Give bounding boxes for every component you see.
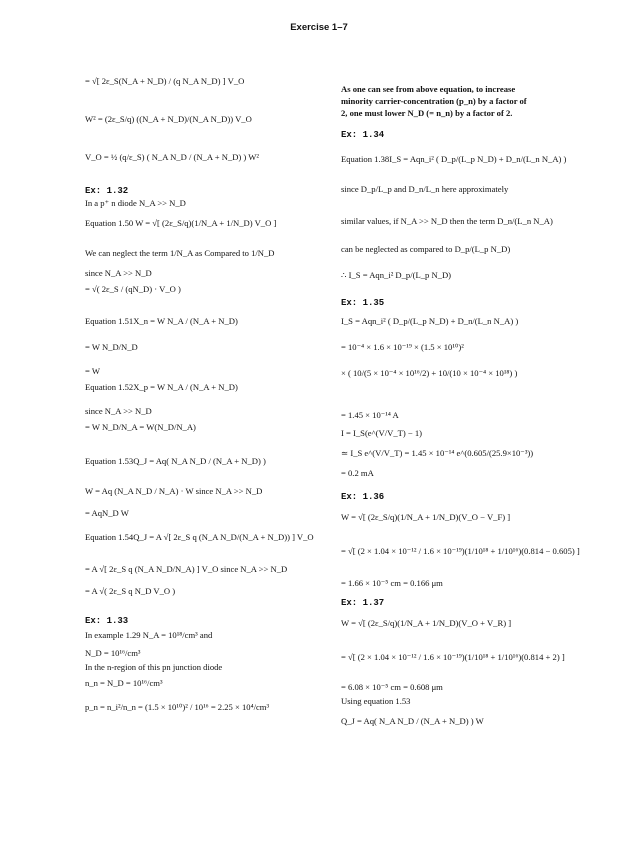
right-line: Equation 1.38I_S = Aqn_i² ( D_p/(L_p N_D) + D_n/(L_n N_A) ) [341,154,567,164]
left-line: N_D = 10¹⁶/cm³ [85,648,141,658]
right-line: = √[ (2 × 1.04 × 10⁻¹² / 1.6 × 10⁻¹⁹)(1/10¹⁸ + 1/10¹⁶)(0.814 + 2) ] [341,652,565,662]
right-line: minority carrier-concentration (p_n) by a factor of [341,96,527,106]
left-line: = W N_D/N_A = W(N_D/N_A) [85,422,196,432]
right-line: can be neglected as compared to D_p/(L_p N_D) [341,244,511,254]
right-line: × ( 10/(5 × 10⁻⁴ × 10¹⁶/2) + 10/(10 × 10⁻⁴ × 10¹⁸) ) [341,368,518,378]
left-line: n_n = N_D = 10¹⁶/cm³ [85,678,163,688]
right-line: ≃ I_S e^(V/V_T) = 1.45 × 10⁻¹⁴ e^(0.605/(25.9×10⁻³)) [341,448,534,458]
right-line: Ex: 1.34 [341,130,385,140]
left-line: since N_A >> N_D [85,406,152,416]
right-line: = 1.66 × 10⁻⁵ cm = 0.166 μm [341,578,443,588]
left-line: Equation 1.52X_p = W N_A / (N_A + N_D) [85,382,238,392]
left-line: W = Aq (N_A N_D / N_A) · W since N_A >> N_D [85,486,263,496]
right-line: Using equation 1.53 [341,696,411,706]
right-line: = 6.08 × 10⁻⁵ cm = 0.608 μm [341,682,443,692]
right-line: since D_p/L_p and D_n/L_n here approximately [341,184,509,194]
right-line: Ex: 1.37 [341,598,385,608]
left-line: p_n = n_i²/n_n = (1.5 × 10¹⁰)² / 10¹⁶ = 2.25 × 10⁴/cm³ [85,702,270,712]
left-line: = √[ 2ε_S(N_A + N_D) / (q N_A N_D) ] V_O [85,76,245,86]
right-line: ∴ I_S = Aqn_i² D_p/(L_p N_D) [341,270,452,280]
right-line: W = √[ (2ε_S/q)(1/N_A + 1/N_D)(V_O + V_R) ] [341,618,512,628]
right-line: = 0.2 mA [341,468,374,478]
left-line: Ex: 1.33 [85,616,129,626]
right-line: similar values, if N_A >> N_D then the term D_n/(L_n N_A) [341,216,553,226]
right-line: I = I_S(e^(V/V_T) − 1) [341,428,423,438]
left-line: = W [85,366,100,376]
left-line: = AqN_D W [85,508,129,518]
left-line: = √( 2ε_S / (qN_D) · V_O ) [85,284,181,294]
right-line: W = √[ (2ε_S/q)(1/N_A + 1/N_D)(V_O − V_F) ] [341,512,511,522]
left-line: In the n-region of this pn junction diode [85,662,223,672]
right-line: Ex: 1.36 [341,492,385,502]
left-line: Equation 1.53Q_J = Aq( N_A N_D / (N_A + N_D) ) [85,456,266,466]
right-line: = √[ (2 × 1.04 × 10⁻¹² / 1.6 × 10⁻¹⁹)(1/10¹⁸ + 1/10¹⁶)(0.814 − 0.605) ] [341,546,580,556]
left-line: Ex: 1.32 [85,186,129,196]
left-line: since N_A >> N_D [85,268,152,278]
left-line: = A √( 2ε_S q N_D V_O ) [85,586,176,596]
left-line: W² = (2ε_S/q) ((N_A + N_D)/(N_A N_D)) V_O [85,114,252,124]
left-line: We can neglect the term 1/N_A as Compared to 1/N_D [85,248,275,258]
right-line: Q_J = Aq( N_A N_D / (N_A + N_D) ) W [341,716,484,726]
left-line: In a p⁺ n diode N_A >> N_D [85,198,186,208]
left-line: Equation 1.54Q_J = A √[ 2ε_S q (N_A N_D/(N_A + N_D)) ] V_O [85,532,314,542]
left-line: In example 1.29 N_A = 10¹⁸/cm³ and [85,630,213,640]
right-line: = 1.45 × 10⁻¹⁴ A [341,410,399,420]
right-line: As one can see from above equation, to increase [341,84,516,94]
left-line: Equation 1.50 W = √[ (2ε_S/q)(1/N_A + 1/N_D) V_O ] [85,218,277,228]
right-line: I_S = Aqn_i² ( D_p/(L_p N_D) + D_n/(L_n N_A) ) [341,316,519,326]
left-line: = W N_D/N_D [85,342,138,352]
right-line: 2, one must lower N_D (= n_n) by a factor of 2. [341,108,513,118]
right-line: Ex: 1.35 [341,298,385,308]
left-line: Equation 1.51X_n = W N_A / (N_A + N_D) [85,316,238,326]
page-title: Exercise 1–7 [290,22,348,33]
left-line: = A √[ 2ε_S q (N_A N_D/N_A) ] V_O since N_A >> N_D [85,564,288,574]
right-line: = 10⁻⁴ × 1.6 × 10⁻¹⁹ × (1.5 × 10¹⁰)² [341,342,464,352]
left-line: V_O = ½ (q/ε_S) ( N_A N_D / (N_A + N_D) ) W² [85,152,259,162]
